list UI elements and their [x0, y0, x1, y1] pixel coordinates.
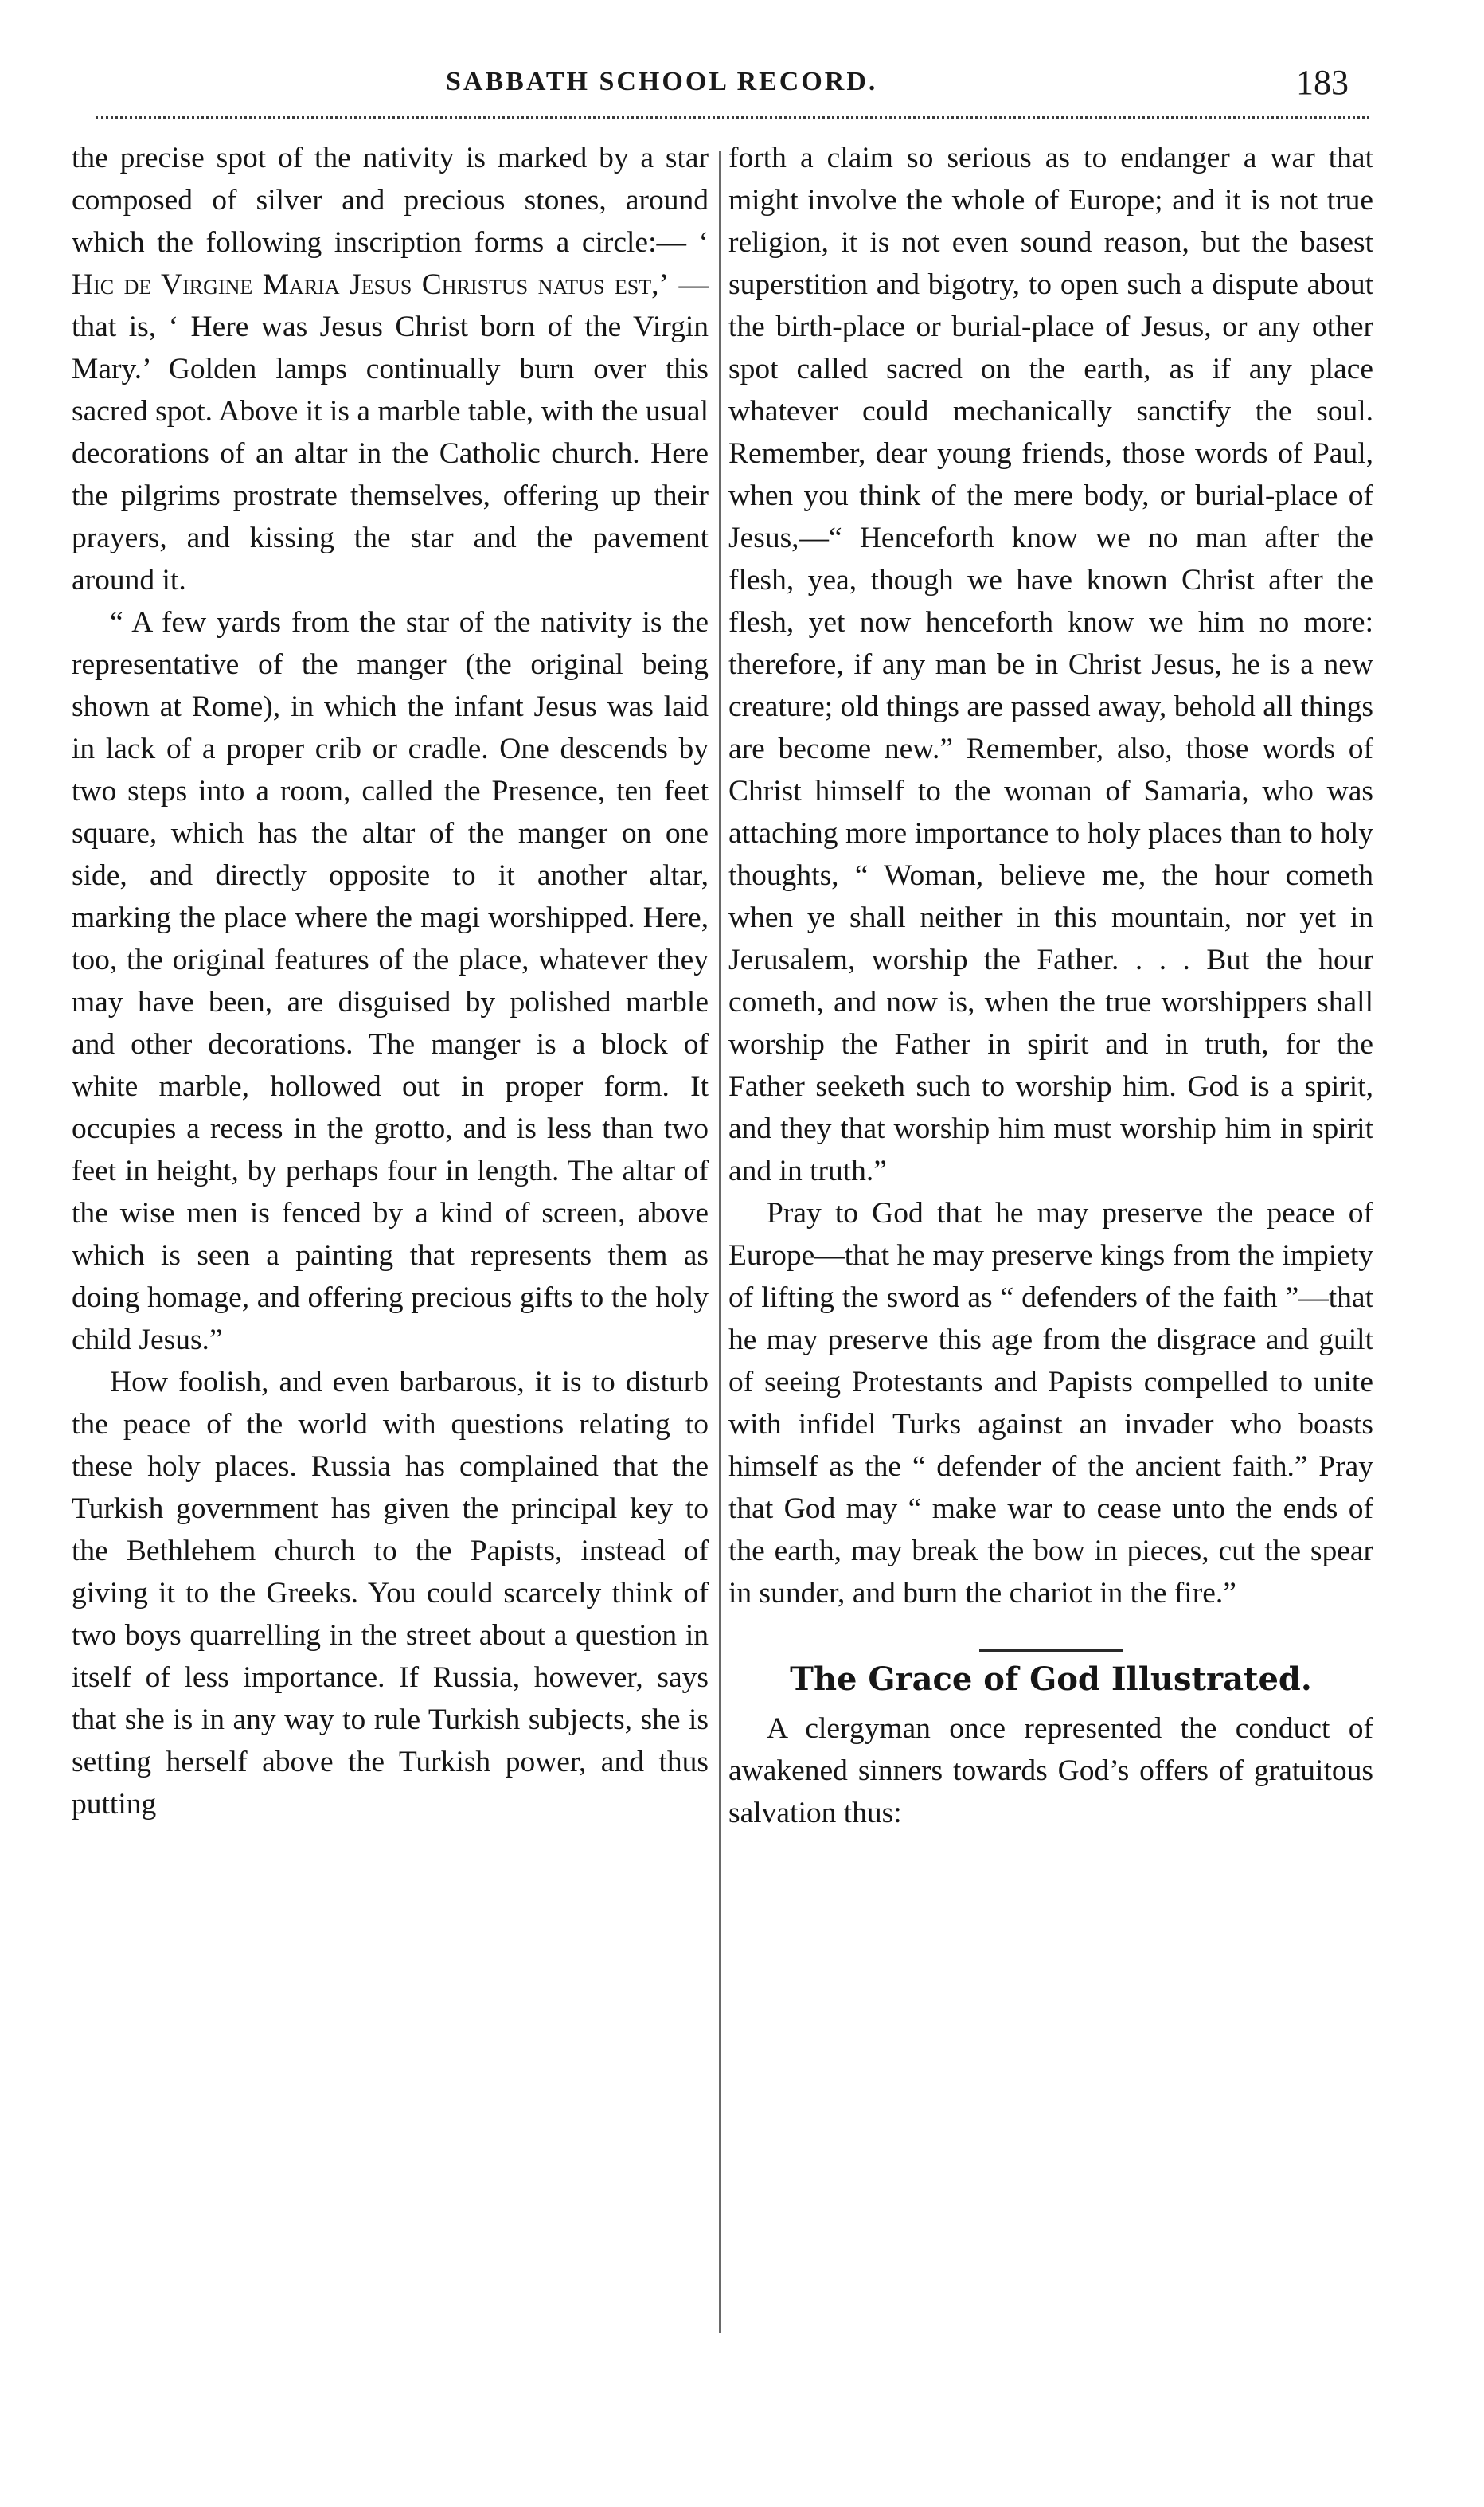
- paragraph: [72, 137, 709, 601]
- column-divider: [719, 151, 721, 2333]
- running-header: [0, 63, 1484, 115]
- running-title: SABBATH SCHOOL RECORD.: [446, 67, 878, 96]
- paragraph: forth a claim so serious as to endanger a war that might involve the whole of Europe; and it is not true religion, it is not even sound reason, but the basest superstition and bigotry, to open such a dispute about the birth-place or burial-place of Jesus, or any other spot called sacred on the earth, as if any place whatever could mechanically sanctify the soul. Remember, dear young friends, those words of Paul, when you think of the mere body, or burial-place of Jesus,—“ Henceforth know we no man after the flesh, yea, though we have known Christ after the flesh, yet now henceforth know we him no more: therefore, if any man be in Christ Jesus, he is a new creature; old things are passed away, behold all things are become new.” Remember, also, those words of Christ himself to the woman of Samaria, who was attaching more importance to holy places than to holy thoughts, “ Woman, believe me, the hour cometh when ye shall neither in this mountain, nor yet in Jerusalem, worship the Father. . . . But the hour cometh, and now is, when the true worshippers shall worship the Father in spirit and in truth, for the Father seeketh such to worship him. God is a spirit, and they that worship him must worship him in spirit and in truth.”: [728, 142, 1373, 1187]
- latin-inscription: ‘ Hic de Virgine Maria Jesus Christus natus est,’: [72, 226, 709, 301]
- right-column: [728, 137, 1373, 1834]
- article-title: The Grace of God Illustrated.: [790, 1660, 1312, 1698]
- page-number: 183: [1296, 63, 1349, 102]
- article-separator: [979, 1649, 1123, 1652]
- paragraph-text: the precise spot of the nativity is marked by a star composed of silver and precious stones, around which the following inscription forms a circle:—: [72, 142, 709, 259]
- paragraph: A clergyman once represented the conduct of awakened sinners towards God’s offers of gratuitous salvation thus:: [728, 1712, 1373, 1829]
- paragraph: Pray to God that he may preserve the peace of Europe—that he may preserve kings from the impiety of lifting the sword as “ defenders of the faith ”—that he may preserve this age from the disgrace and guilt of seeing Protestants and Papists compelled to unite with infidel Turks against an invader who boasts himself as the “ defender of the ancient faith.” Pray that God may “ make war to cease unto the ends of the earth, may break the bow in pieces, cut the spear in sunder, and burn the chariot in the fire.”: [728, 1197, 1373, 1609]
- paragraph-text: —that is, ‘ Here was Jesus Christ born of the Virgin Mary.’ Golden lamps continually burn over this sacred spot. Above it is a marble table, with the usual decorations of an altar in the Catholic church. Here the pilgrims prostrate themselves, offering up their prayers, and kissing the star and the pavement around it.: [72, 268, 709, 596]
- left-column: [72, 137, 709, 1825]
- paragraph: How foolish, and even barbarous, it is to disturb the peace of the world with questions relating to these holy places. Russia has complained that the Turkish government has given the principal key to the Bethlehem church to the Papists, instead of giving it to the Greeks. You could scarcely think of two boys quarrelling in the street about a question in itself of less importance. If Russia, however, says that she is in any way to rule Turkish subjects, she is setting herself above the Turkish power, and thus putting: [72, 1366, 709, 1821]
- paragraph: “ A few yards from the star of the nativity is the representative of the manger (the original being shown at Rome), in which the infant Jesus was laid in lack of a proper crib or cradle. One descends by two steps into a room, called the Presence, ten feet square, which has the altar of the manger on one side, and directly opposite to it another altar, marking the place where the magi worshipped. Here, too, the original features of the place, whatever they may have been, are disguised by polished marble and other decorations. The manger is a block of white marble, hollowed out in proper form. It occupies a recess in the grotto, and is less than two feet in height, by perhaps four in length. The altar of the wise men is fenced by a kind of screen, above which is seen a painting that represents them as doing homage, and offering precious gifts to the holy child Jesus.”: [72, 606, 709, 1356]
- header-rule: [96, 116, 1369, 119]
